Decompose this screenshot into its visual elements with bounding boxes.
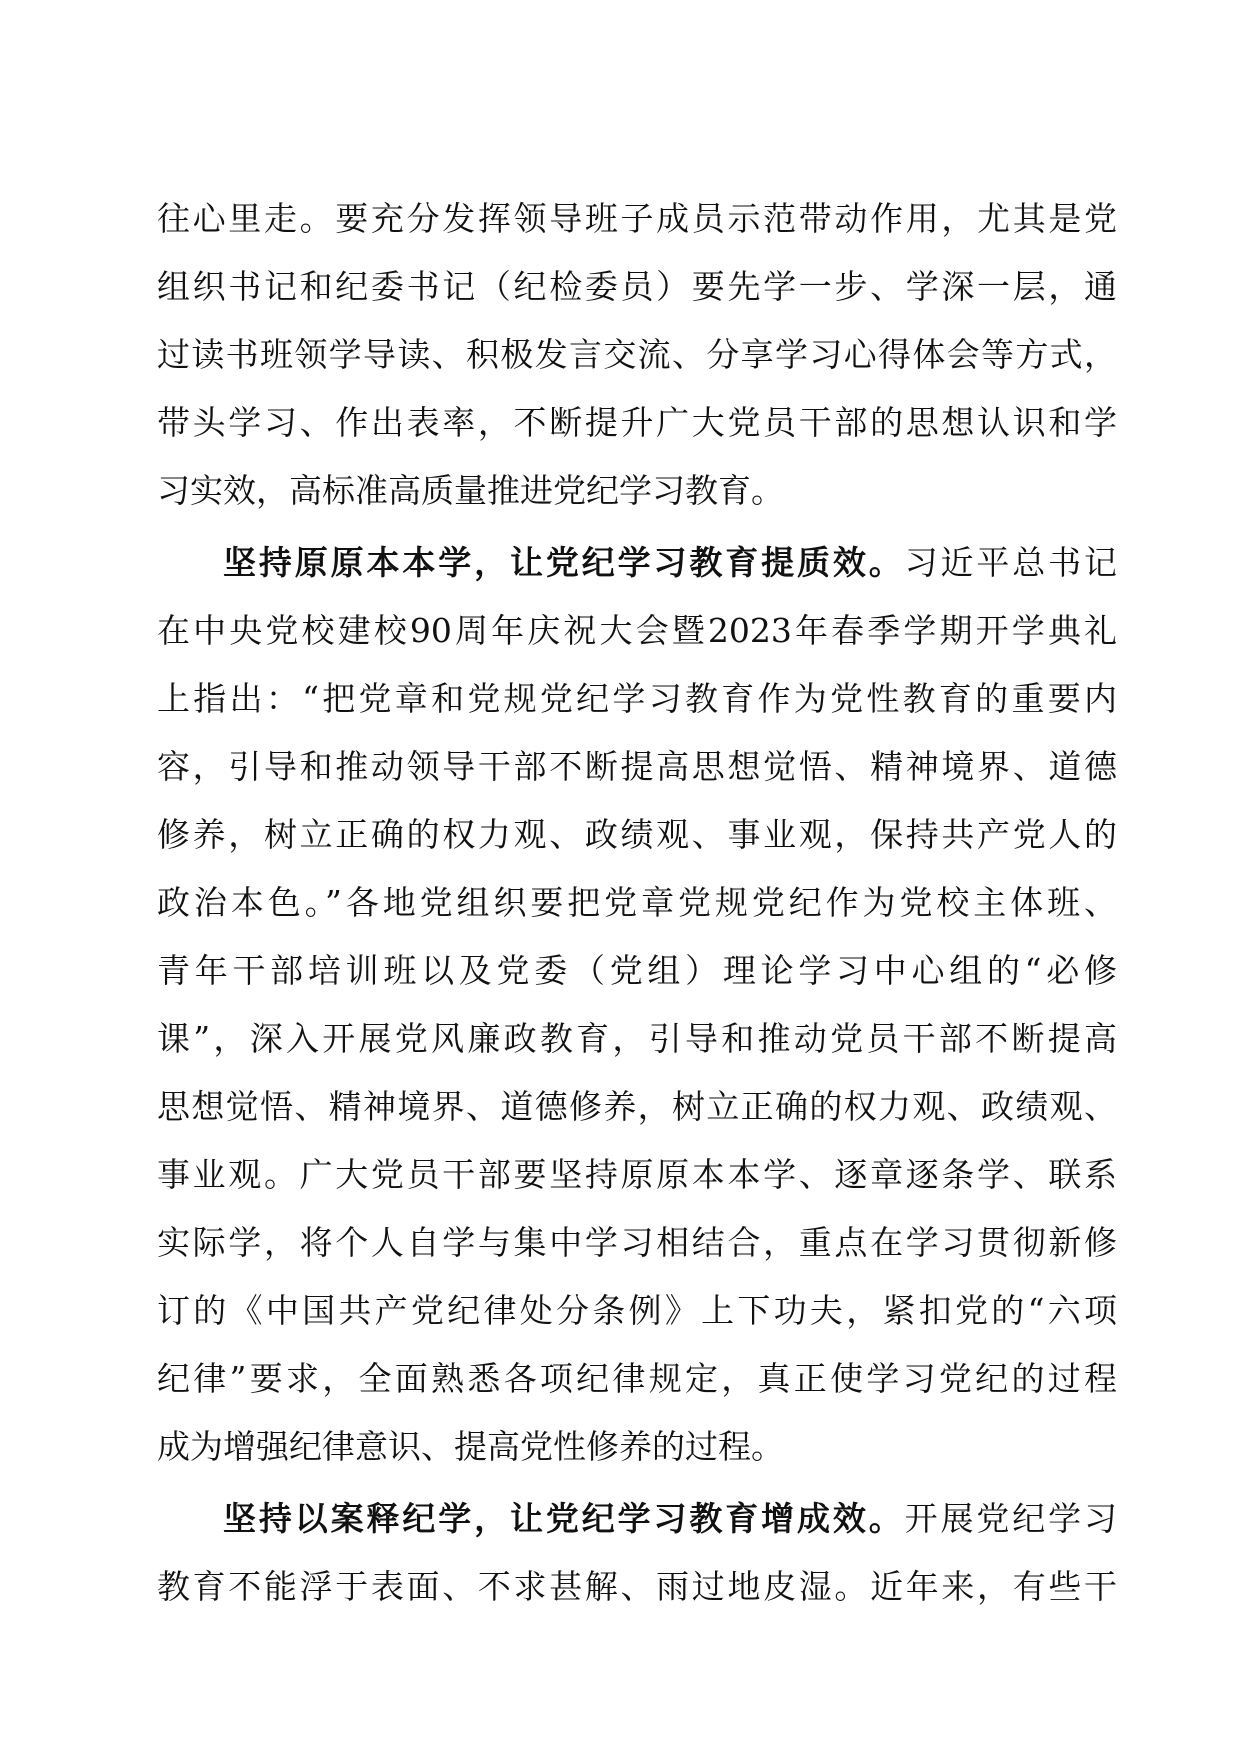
paragraph-line: 青年干部培训班以及党委（党组）理论学习中心组的“必修 [157,951,1117,990]
paragraph-line: 订的《中国共产党纪律处分条例》上下功夫，紧扣党的“六项 [157,1291,1117,1330]
paragraph-line-text: 习近平总书记 [904,543,1117,582]
paragraph-line: 容，引导和推动领导干部不断提高思想觉悟、精神境界、道德 [157,747,1117,786]
paragraph-line: 政治本色。”各地党组织要把党章党规党纪作为党校主体班、 [157,883,1117,922]
paragraph-line: 带头学习、作出表率，不断提升广大党员干部的思想认识和学 [157,403,1117,442]
paragraph-line-text: 开展党纪学习 [904,1499,1117,1538]
paragraph-line: 修养，树立正确的权力观、政绩观、事业观，保持共产党人的 [157,815,1117,854]
paragraph-line: 课”，深入开展党风廉政教育，引导和推动党员干部不断提高 [157,1019,1117,1058]
paragraph-first-line [157,1485,1117,1553]
paragraph-line: 在中央党校建校90周年庆祝大会暨2023年春季学期开学典礼 [157,611,1117,650]
paragraph-line: 纪律”要求，全面熟悉各项纪律规定，真正使学习党纪的过程 [157,1359,1117,1398]
paragraph-line: 事业观。广大党员干部要坚持原原本本学、逐章逐条学、联系 [157,1155,1117,1194]
paragraph-1 [157,185,1117,525]
paragraph-line: 实际学，将个人自学与集中学习相结合，重点在学习贯彻新修 [157,1223,1117,1262]
paragraph-line: 往心里走。要充分发挥领导班子成员示范带动作用，尤其是党 [157,199,1117,238]
paragraph-line: 过读书班领学导读、积极发言交流、分享学习心得体会等方式， [157,335,1117,374]
paragraph-line: 上指出：“把党章和党规党纪学习教育作为党性教育的重要内 [157,679,1117,718]
paragraph-2 [157,529,1117,1481]
paragraph-heading: 坚持原原本本学，让党纪学习教育提质效。 [223,543,905,582]
paragraph-line: 组织书记和纪委书记（纪检委员）要先学一步、学深一层，通 [157,267,1117,306]
paragraph-line: 习实效，高标准高质量推进党纪学习教育。 [157,471,784,510]
paragraph-heading: 坚持以案释纪学，让党纪学习教育增成效。 [223,1499,905,1538]
paragraph-line: 成为增强纪律意识、提高党性修养的过程。 [157,1427,784,1466]
paragraph-line: 思想觉悟、精神境界、道德修养，树立正确的权力观、政绩观、 [157,1087,1117,1126]
body-text [157,185,1117,1621]
paragraph-3 [157,1485,1117,1621]
paragraph-line: 教育不能浮于表面、不求甚解、雨过地皮湿。近年来，有些干 [157,1567,1117,1606]
paragraph-first-line [157,529,1117,597]
